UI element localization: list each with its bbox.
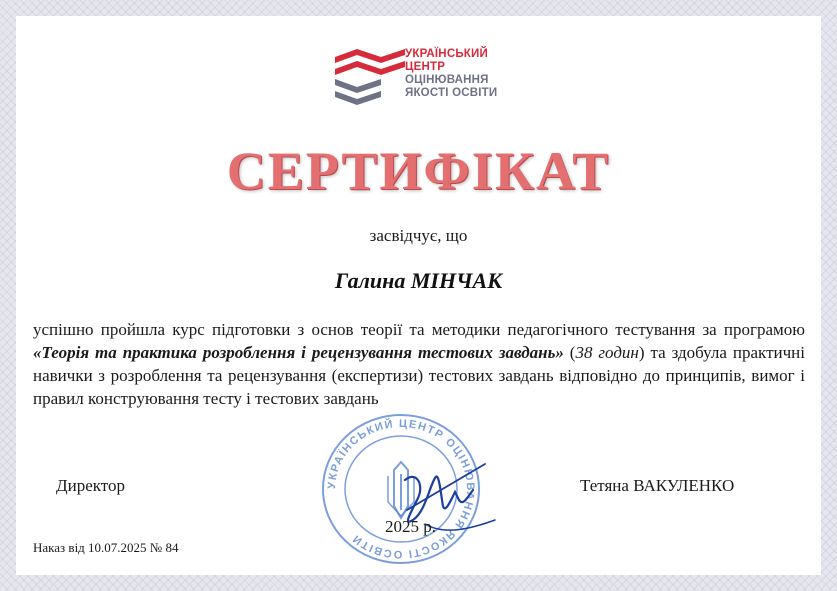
signer-role: Директор [56,476,125,495]
attests-text: засвідчує, що [369,226,468,245]
order-reference: Наказ від 10.07.2025 № 84 [33,540,179,555]
body-part-3: ) та здобула практичні навички з розроблення та рецензування (експертизи) тестових завдань відповідно до принципів, вимог і правил конструювання тесту і тестових завдань [33,343,805,408]
program-title: «Теорія та практика розроблення і рецензування тестових завдань» [33,343,564,362]
signer-name: Тетяна ВАКУЛЕНКО [580,476,735,495]
organization-logo-text [405,48,497,100]
hours-text: 38 годин [575,343,639,362]
certificate-year: 2025 р. [385,517,436,536]
logo-line-3: ОЦІНЮВАННЯ [405,74,489,86]
logo-line-4: ЯКОСТІ ОСВІТИ [405,87,498,99]
body-part-1: успішно пройшла курс підготовки з основ теорії та методики педагогічного тестування за програмою [33,320,805,339]
logo-line-1: УКРАЇНСЬКИЙ [405,48,488,60]
svg-text:УКРАЇНСЬКИЙ ЦЕНТР ОЦІНЮВАННЯ Я: УКРАЇНСЬКИЙ ЦЕНТР ОЦІНЮВАННЯ ЯКОСТІ ОСВІТИ [325,417,477,561]
body-part-2: ( [563,343,576,362]
certificate-body [33,318,805,410]
certificate-title: СЕРТИФІКАТ [226,141,611,201]
logo-line-2: ЦЕНТР [405,61,446,73]
recipient-name: Галина МІНЧАК [334,268,503,293]
